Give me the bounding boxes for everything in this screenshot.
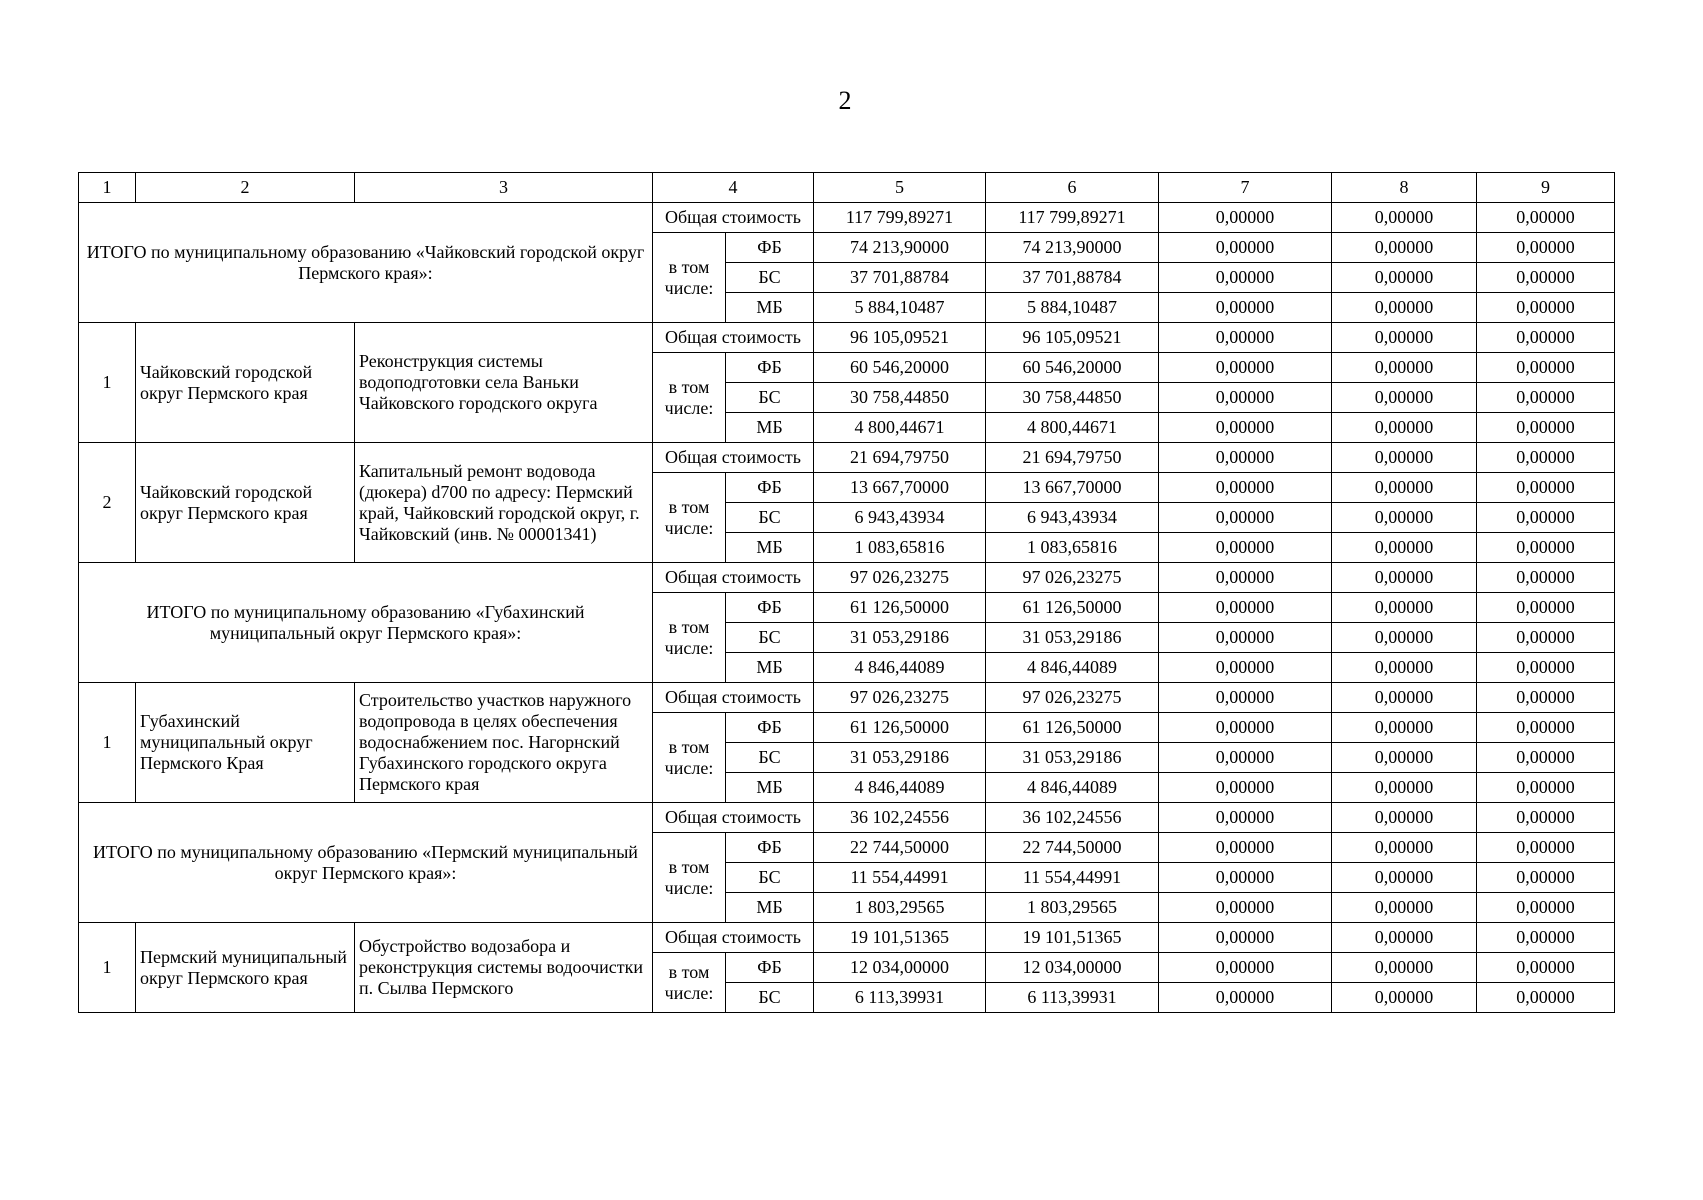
value-cell: 19 101,51365 [814,923,986,953]
value-cell: 0,00000 [1159,533,1332,563]
section-total-title: ИТОГО по муниципальному образованию «Губахинский муниципальный округ Пермского края»: [79,563,653,683]
value-cell: 61 126,50000 [814,593,986,623]
value-cell: 0,00000 [1332,263,1477,293]
source-label: МБ [726,413,814,443]
value-cell: 0,00000 [1159,653,1332,683]
page-number: 2 [838,86,852,115]
value-cell: 97 026,23275 [986,683,1159,713]
total-cost-label: Общая стоимость [653,323,814,353]
value-cell: 31 053,29186 [814,623,986,653]
value-cell: 0,00000 [1159,443,1332,473]
value-cell: 1 803,29565 [814,893,986,923]
including-label: в том числе: [653,233,726,323]
value-cell: 22 744,50000 [814,833,986,863]
source-label: ФБ [726,233,814,263]
source-label: БС [726,863,814,893]
column-header: 7 [1159,173,1332,203]
value-cell: 0,00000 [1159,803,1332,833]
value-cell: 0,00000 [1159,923,1332,953]
source-label: БС [726,503,814,533]
value-cell: 0,00000 [1332,443,1477,473]
value-cell: 0,00000 [1477,923,1615,953]
total-cost-label: Общая стоимость [653,683,814,713]
source-label: ФБ [726,593,814,623]
source-label: МБ [726,653,814,683]
including-label: в том числе: [653,353,726,443]
value-cell: 0,00000 [1477,323,1615,353]
value-cell: 5 884,10487 [814,293,986,323]
source-label: МБ [726,773,814,803]
value-cell: 6 113,39931 [814,983,986,1013]
row-number: 2 [79,443,136,563]
value-cell: 60 546,20000 [986,353,1159,383]
source-label: БС [726,383,814,413]
section-total-title: ИТОГО по муниципальному образованию «Чайковский городской округ Пермского края»: [79,203,653,323]
value-cell: 0,00000 [1477,623,1615,653]
table-row [79,803,1615,833]
source-label: ФБ [726,353,814,383]
value-cell: 12 034,00000 [986,953,1159,983]
value-cell: 61 126,50000 [986,713,1159,743]
value-cell: 0,00000 [1477,773,1615,803]
value-cell: 0,00000 [1159,683,1332,713]
column-header: 6 [986,173,1159,203]
source-label: ФБ [726,713,814,743]
value-cell: 37 701,88784 [814,263,986,293]
value-cell: 0,00000 [1159,293,1332,323]
value-cell: 0,00000 [1159,383,1332,413]
value-cell: 0,00000 [1477,413,1615,443]
municipality-name: Чайковский городской округ Пермского края [136,323,355,443]
table-row [79,923,1615,953]
value-cell: 1 803,29565 [986,893,1159,923]
value-cell: 0,00000 [1332,923,1477,953]
value-cell: 60 546,20000 [814,353,986,383]
municipality-name: Чайковский городской округ Пермского края [136,443,355,563]
source-label: ФБ [726,953,814,983]
value-cell: 1 083,65816 [814,533,986,563]
value-cell: 0,00000 [1159,983,1332,1013]
including-label: в том числе: [653,593,726,683]
value-cell: 12 034,00000 [814,953,986,983]
source-label: ФБ [726,833,814,863]
column-header: 3 [355,173,653,203]
value-cell: 0,00000 [1477,863,1615,893]
value-cell: 0,00000 [1332,713,1477,743]
value-cell: 4 846,44089 [814,773,986,803]
value-cell: 0,00000 [1477,353,1615,383]
value-cell: 0,00000 [1159,833,1332,863]
value-cell: 0,00000 [1477,743,1615,773]
row-number: 1 [79,683,136,803]
value-cell: 0,00000 [1159,323,1332,353]
value-cell: 30 758,44850 [814,383,986,413]
source-label: МБ [726,293,814,323]
value-cell: 13 667,70000 [814,473,986,503]
value-cell: 0,00000 [1477,563,1615,593]
value-cell: 0,00000 [1332,893,1477,923]
value-cell: 0,00000 [1159,563,1332,593]
value-cell: 4 846,44089 [814,653,986,683]
value-cell: 0,00000 [1477,833,1615,863]
including-label: в том числе: [653,953,726,1013]
value-cell: 0,00000 [1477,263,1615,293]
table-row [79,443,1615,473]
object-name: Капитальный ремонт водовода (дюкера) d700 по адресу: Пермский край, Чайковский городской округ, г. Чайковский (инв. № 00001341) [355,443,653,563]
column-header: 9 [1477,173,1615,203]
value-cell: 0,00000 [1477,893,1615,923]
value-cell: 97 026,23275 [986,563,1159,593]
value-cell: 0,00000 [1477,293,1615,323]
value-cell: 0,00000 [1159,233,1332,263]
value-cell: 0,00000 [1477,983,1615,1013]
table-row [79,563,1615,593]
column-header: 8 [1332,173,1477,203]
municipality-name: Пермский муниципальный округ Пермского края [136,923,355,1013]
municipality-name: Губахинский муниципальный округ Пермского Края [136,683,355,803]
source-label: ФБ [726,473,814,503]
value-cell: 0,00000 [1332,293,1477,323]
value-cell: 0,00000 [1159,623,1332,653]
value-cell: 1 083,65816 [986,533,1159,563]
source-label: МБ [726,893,814,923]
value-cell: 0,00000 [1477,203,1615,233]
value-cell: 0,00000 [1477,473,1615,503]
source-label: БС [726,263,814,293]
value-cell: 4 846,44089 [986,773,1159,803]
value-cell: 0,00000 [1477,653,1615,683]
value-cell: 61 126,50000 [986,593,1159,623]
section-total-title: ИТОГО по муниципальному образованию «Пермский муниципальный округ Пермского края»: [79,803,653,923]
value-cell: 6 943,43934 [814,503,986,533]
value-cell: 11 554,44991 [986,863,1159,893]
value-cell: 4 800,44671 [814,413,986,443]
value-cell: 117 799,89271 [814,203,986,233]
value-cell: 0,00000 [1332,563,1477,593]
value-cell: 96 105,09521 [986,323,1159,353]
value-cell: 19 101,51365 [986,923,1159,953]
value-cell: 0,00000 [1159,473,1332,503]
source-label: БС [726,623,814,653]
value-cell: 74 213,90000 [814,233,986,263]
column-header-row [79,173,1615,203]
value-cell: 74 213,90000 [986,233,1159,263]
value-cell: 4 800,44671 [986,413,1159,443]
value-cell: 36 102,24556 [986,803,1159,833]
source-label: БС [726,983,814,1013]
value-cell: 31 053,29186 [986,623,1159,653]
value-cell: 0,00000 [1159,893,1332,923]
value-cell: 0,00000 [1332,503,1477,533]
column-header: 5 [814,173,986,203]
value-cell: 37 701,88784 [986,263,1159,293]
value-cell: 0,00000 [1332,383,1477,413]
value-cell: 5 884,10487 [986,293,1159,323]
value-cell: 0,00000 [1332,653,1477,683]
value-cell: 4 846,44089 [986,653,1159,683]
value-cell: 0,00000 [1332,323,1477,353]
value-cell: 0,00000 [1332,803,1477,833]
value-cell: 97 026,23275 [814,683,986,713]
value-cell: 0,00000 [1332,743,1477,773]
value-cell: 13 667,70000 [986,473,1159,503]
value-cell: 117 799,89271 [986,203,1159,233]
value-cell: 0,00000 [1477,713,1615,743]
value-cell: 0,00000 [1332,593,1477,623]
value-cell: 36 102,24556 [814,803,986,833]
value-cell: 0,00000 [1159,743,1332,773]
value-cell: 0,00000 [1159,713,1332,743]
value-cell: 22 744,50000 [986,833,1159,863]
row-number: 1 [79,923,136,1013]
value-cell: 31 053,29186 [986,743,1159,773]
value-cell: 0,00000 [1477,233,1615,263]
value-cell: 0,00000 [1332,683,1477,713]
object-name: Строительство участков наружного водопровода в целях обеспечения водоснабжением пос. Нагорнский Губахинского городского округа Пермского края [355,683,653,803]
value-cell: 0,00000 [1332,983,1477,1013]
column-header: 2 [136,173,355,203]
value-cell: 0,00000 [1477,593,1615,623]
source-label: МБ [726,533,814,563]
table-row [79,323,1615,353]
value-cell: 0,00000 [1159,413,1332,443]
value-cell: 0,00000 [1159,263,1332,293]
total-cost-label: Общая стоимость [653,563,814,593]
value-cell: 30 758,44850 [986,383,1159,413]
value-cell: 0,00000 [1159,773,1332,803]
value-cell: 31 053,29186 [814,743,986,773]
value-cell: 0,00000 [1332,773,1477,803]
value-cell: 11 554,44991 [814,863,986,893]
including-label: в том числе: [653,833,726,923]
value-cell: 0,00000 [1332,353,1477,383]
value-cell: 6 113,39931 [986,983,1159,1013]
including-label: в том числе: [653,713,726,803]
total-cost-label: Общая стоимость [653,443,814,473]
column-header: 4 [653,173,814,203]
value-cell: 21 694,79750 [814,443,986,473]
column-header: 1 [79,173,136,203]
value-cell: 0,00000 [1332,953,1477,983]
value-cell: 6 943,43934 [986,503,1159,533]
object-name: Обустройство водозабора и реконструкция системы водоочистки п. Сылва Пермского [355,923,653,1013]
value-cell: 0,00000 [1477,533,1615,563]
total-cost-label: Общая стоимость [653,203,814,233]
value-cell: 0,00000 [1332,203,1477,233]
object-name: Реконструкция системы водоподготовки села Ваньки Чайковского городского округа [355,323,653,443]
including-label: в том числе: [653,473,726,563]
value-cell: 0,00000 [1332,473,1477,503]
source-label: БС [726,743,814,773]
value-cell: 0,00000 [1159,593,1332,623]
value-cell: 0,00000 [1332,833,1477,863]
value-cell: 0,00000 [1477,383,1615,413]
table-row [79,203,1615,233]
value-cell: 0,00000 [1159,353,1332,383]
value-cell: 0,00000 [1159,863,1332,893]
value-cell: 0,00000 [1477,953,1615,983]
table-row [79,683,1615,713]
value-cell: 0,00000 [1332,413,1477,443]
total-cost-label: Общая стоимость [653,803,814,833]
value-cell: 0,00000 [1159,953,1332,983]
value-cell: 0,00000 [1332,233,1477,263]
value-cell: 96 105,09521 [814,323,986,353]
row-number: 1 [79,323,136,443]
value-cell: 0,00000 [1332,623,1477,653]
value-cell: 21 694,79750 [986,443,1159,473]
value-cell: 0,00000 [1159,503,1332,533]
value-cell: 0,00000 [1477,803,1615,833]
value-cell: 0,00000 [1332,863,1477,893]
value-cell: 97 026,23275 [814,563,986,593]
value-cell: 0,00000 [1477,503,1615,533]
total-cost-label: Общая стоимость [653,923,814,953]
value-cell: 0,00000 [1332,533,1477,563]
value-cell: 0,00000 [1477,443,1615,473]
budget-table [78,172,1615,1013]
value-cell: 0,00000 [1477,683,1615,713]
value-cell: 61 126,50000 [814,713,986,743]
value-cell: 0,00000 [1159,203,1332,233]
